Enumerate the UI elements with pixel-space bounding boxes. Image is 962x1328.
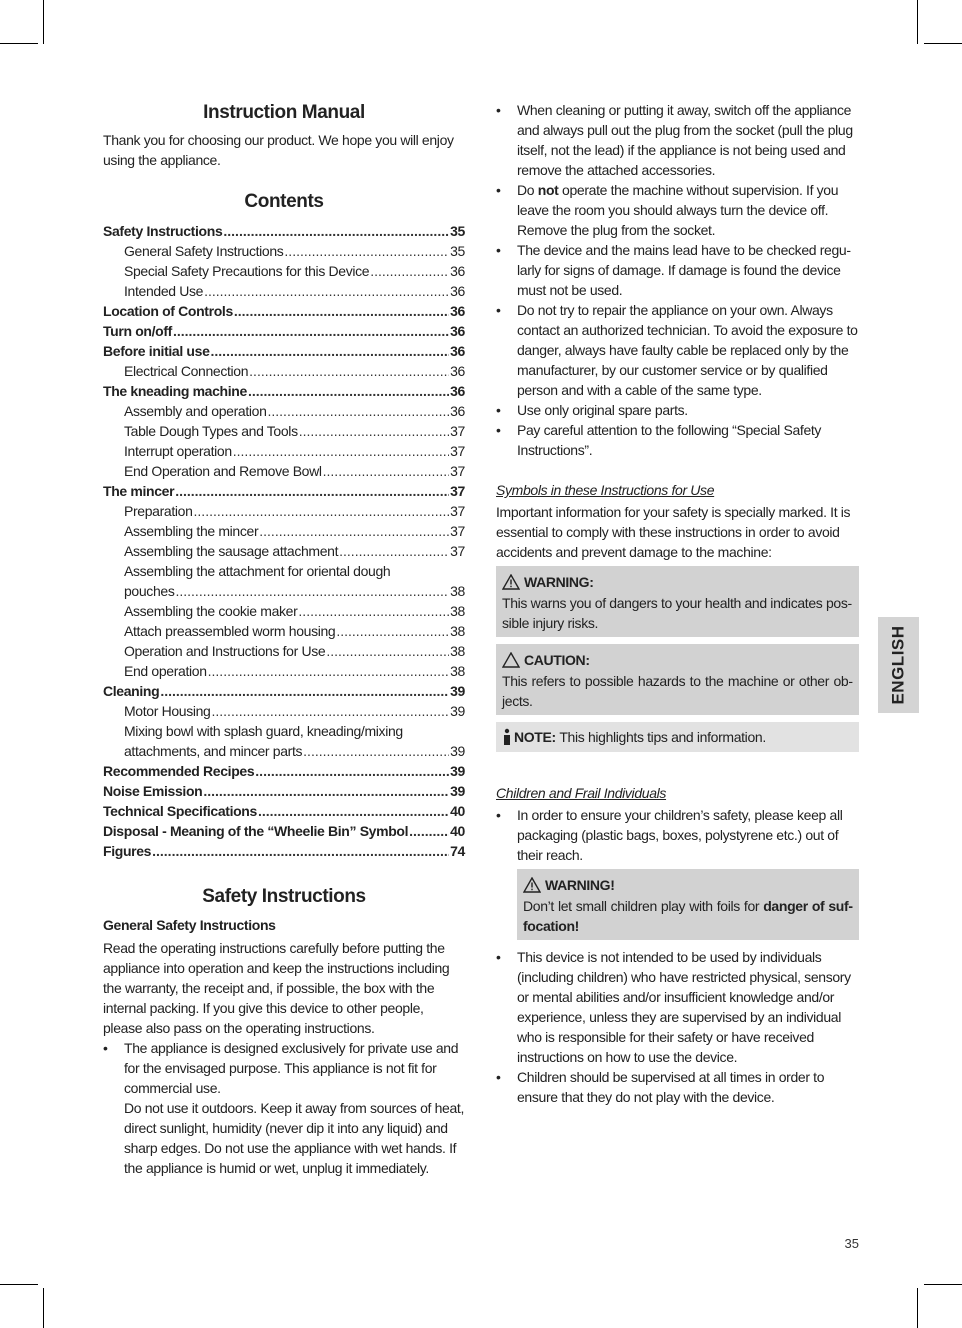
children-list bbox=[496, 805, 859, 865]
bullet-text: Do not use it outdoors. Keep it away from sources of heat, direct sunlight, humidity (never dip it into any liquid) and sharp edges. Do not use the appliance with wet hands. If the appliance is humid or wet, unplug it immediately. bbox=[124, 1100, 465, 1176]
contents-title: Contents bbox=[244, 191, 324, 212]
crop-mark bbox=[924, 1284, 962, 1285]
toc-leader-dots bbox=[173, 321, 449, 341]
toc-entry[interactable] bbox=[103, 741, 465, 761]
toc-entry-title: Figures bbox=[103, 843, 152, 859]
crop-mark bbox=[43, 1288, 44, 1328]
toc-entry-title: Attach preassembled worm housing bbox=[124, 623, 336, 639]
toc-page-number: 74 bbox=[450, 843, 465, 859]
toc-page-number: 39 bbox=[450, 683, 465, 699]
toc-leader-dots bbox=[208, 661, 449, 681]
toc-entry-title: Assembling the cookie maker bbox=[124, 603, 298, 619]
toc-leader-dots bbox=[160, 681, 449, 701]
list-item: • When cleaning or putting it away, switch off the appliance and always pull out the plug from the socket (pull the plug itself, not the lead) if the appliance is not being used and remove the attached accessories. bbox=[496, 100, 859, 180]
left-bullet-list bbox=[103, 1038, 465, 1178]
right-column bbox=[496, 100, 859, 1107]
language-tab-label: ENGLISH bbox=[888, 625, 908, 705]
toc-entry-title: Assembly and operation bbox=[124, 403, 267, 419]
toc-entry-title: Disposal - Meaning of the “Wheelie Bin” Symbol bbox=[103, 823, 409, 839]
toc-entry[interactable] bbox=[103, 821, 465, 841]
toc-entry-title: Motor Housing bbox=[124, 703, 211, 719]
toc-entry[interactable] bbox=[103, 461, 465, 481]
toc-page-number: 36 bbox=[450, 263, 465, 279]
toc-entry[interactable] bbox=[103, 601, 465, 621]
note-text: This highlights tips and information. bbox=[559, 729, 766, 745]
toc-page-number: 36 bbox=[450, 283, 465, 299]
toc-entry[interactable] bbox=[103, 221, 465, 241]
toc-leader-dots bbox=[248, 381, 449, 401]
toc-page-number: 39 bbox=[450, 763, 465, 779]
toc-entry-title: Turn on/off bbox=[103, 323, 172, 339]
list-item: • Pay careful attention to the following “Special Safety Instructions”. bbox=[496, 420, 859, 460]
toc-entry[interactable] bbox=[103, 421, 465, 441]
toc-entry[interactable] bbox=[103, 781, 465, 801]
toc-entry[interactable] bbox=[103, 501, 465, 521]
note-box bbox=[496, 722, 859, 755]
toc-entry[interactable] bbox=[103, 801, 465, 821]
toc-entry-title: Electrical Connection bbox=[124, 363, 249, 379]
toc-leader-dots bbox=[203, 781, 449, 801]
warning-label: WARNING: bbox=[524, 574, 594, 590]
toc-entry[interactable] bbox=[103, 681, 465, 701]
children-warning-label: WARNING! bbox=[545, 877, 615, 893]
toc-entry[interactable] bbox=[103, 661, 465, 681]
toc-entry[interactable] bbox=[103, 401, 465, 421]
toc-entry[interactable] bbox=[103, 441, 465, 461]
toc-entry-title: attachments, and mincer parts bbox=[124, 743, 303, 759]
toc-entry-title: Recommended Recipes bbox=[103, 763, 255, 779]
toc-entry-title: The kneading machine bbox=[103, 383, 247, 399]
toc-page-number: 36 bbox=[450, 383, 465, 399]
list-item: • The device and the mains lead have to be checked regularly for signs of damage. If damage is found the device must not be used. bbox=[496, 240, 859, 300]
toc-leader-dots bbox=[284, 241, 449, 261]
warning-triangle-icon bbox=[502, 574, 520, 590]
toc-page-number: 37 bbox=[450, 483, 465, 499]
list-item bbox=[103, 1038, 465, 1178]
toc-page-number: 36 bbox=[450, 323, 465, 339]
toc-leader-dots bbox=[175, 481, 449, 501]
list-item: • This device is not intended to be used by individuals (including children) who have restricted physical, sensory or mental abilities and/or insufficient knowledge and/or experience, unless they are supervised by an individual who is responsible for their safety or have received instructions on how to use the device. bbox=[496, 947, 859, 1067]
toc-entry-title: Technical Specifications bbox=[103, 803, 257, 819]
toc-page-number: 36 bbox=[450, 403, 465, 419]
note-label: NOTE: bbox=[514, 729, 556, 745]
toc-leader-dots bbox=[336, 621, 449, 641]
toc-leader-dots bbox=[233, 441, 449, 461]
crop-mark bbox=[917, 1288, 918, 1328]
toc-page-number: 39 bbox=[450, 783, 465, 799]
toc-page-number: 39 bbox=[450, 743, 465, 759]
caution-box bbox=[496, 644, 859, 718]
toc-page-number: 38 bbox=[450, 603, 465, 619]
toc-entry-title: Operation and Instructions for Use bbox=[124, 643, 326, 659]
warning-triangle-icon bbox=[523, 877, 541, 893]
toc-leader-dots bbox=[299, 421, 449, 441]
toc-entry[interactable] bbox=[103, 281, 465, 301]
toc-leader-dots bbox=[268, 401, 450, 421]
toc-leader-dots bbox=[409, 821, 449, 841]
toc-leader-dots bbox=[298, 601, 449, 621]
toc-page-number: 39 bbox=[450, 703, 465, 719]
toc-page-number: 37 bbox=[450, 543, 465, 559]
toc-entry[interactable] bbox=[103, 541, 465, 561]
toc-page-number: 40 bbox=[450, 803, 465, 819]
toc-page-number: 35 bbox=[450, 223, 465, 239]
crop-mark bbox=[0, 43, 38, 44]
toc-entry-title: Safety Instructions bbox=[103, 223, 223, 239]
toc-entry[interactable] bbox=[103, 341, 465, 361]
crop-mark bbox=[0, 1284, 38, 1285]
caution-triangle-icon bbox=[502, 652, 520, 668]
children-list-2 bbox=[496, 947, 859, 1107]
bullet-text: The appliance is designed exclusively for private use and for the envisaged purpose. This appliance is not fit for commercial use. bbox=[124, 1040, 459, 1096]
toc-page-number: 37 bbox=[450, 463, 465, 479]
toc-entry[interactable] bbox=[103, 321, 465, 341]
warning-box bbox=[496, 566, 859, 640]
toc-page-number: 38 bbox=[450, 663, 465, 679]
toc-page-number: 35 bbox=[450, 243, 465, 259]
page-title: Instruction Manual bbox=[203, 102, 365, 123]
right-bullet-list bbox=[496, 100, 859, 460]
caution-text: This refers to possible hazards to the machine or other objects. bbox=[502, 673, 853, 709]
table-of-contents bbox=[103, 221, 465, 861]
list-item: • Do not operate the machine without supervision. If you leave the room you should always turn the device off. Remove the plug from the socket. bbox=[496, 180, 859, 240]
intro-text: Thank you for choosing our product. We hope you will enjoy using the appliance. bbox=[103, 132, 454, 168]
toc-leader-dots bbox=[259, 521, 449, 541]
toc-entry[interactable] bbox=[103, 521, 465, 541]
toc-entry[interactable] bbox=[103, 581, 465, 601]
toc-entry-title: Noise Emission bbox=[103, 783, 203, 799]
toc-entry-title: End Operation and Remove Bowl bbox=[124, 463, 322, 479]
list-item: • Use only original spare parts. bbox=[496, 400, 859, 420]
list-item: • Do not try to repair the appliance on your own. Always contact an authorized technician. To avoid the exposure to danger, always have faulty cable be replaced only by the manufacturer, by our customer service or by qualified person and with a cable of the same type. bbox=[496, 300, 859, 400]
toc-leader-dots bbox=[211, 341, 450, 361]
toc-leader-dots bbox=[255, 761, 449, 781]
toc-entry-title: Assembling the sausage attachment bbox=[124, 543, 339, 559]
safety-title: Safety Instructions bbox=[202, 886, 366, 907]
toc-page-number: 36 bbox=[450, 363, 465, 379]
toc-entry[interactable] bbox=[103, 701, 465, 721]
toc-entry-title: pouches bbox=[124, 583, 175, 599]
toc-page-number: 37 bbox=[450, 523, 465, 539]
toc-leader-dots bbox=[175, 581, 449, 601]
crop-mark bbox=[924, 43, 962, 44]
toc-leader-dots bbox=[323, 461, 449, 481]
toc-page-number: 36 bbox=[450, 303, 465, 319]
toc-entry[interactable] bbox=[103, 481, 465, 501]
toc-page-number: 38 bbox=[450, 583, 465, 599]
toc-page-number: 40 bbox=[450, 823, 465, 839]
toc-entry[interactable] bbox=[103, 641, 465, 661]
toc-entry[interactable] bbox=[103, 381, 465, 401]
toc-leader-dots bbox=[303, 741, 449, 761]
toc-entry[interactable] bbox=[103, 841, 465, 861]
toc-page-number: 37 bbox=[450, 503, 465, 519]
toc-entry-title: Table Dough Types and Tools bbox=[124, 423, 298, 439]
caution-label: CAUTION: bbox=[524, 652, 590, 668]
page-number: 35 bbox=[844, 1236, 859, 1251]
children-warning-box bbox=[517, 869, 859, 943]
general-safety-title: General Safety Instructions bbox=[103, 917, 276, 933]
toc-page-number: 36 bbox=[450, 343, 465, 359]
toc-entry-title: The mincer bbox=[103, 483, 175, 499]
toc-entry-title: General Safety Instructions bbox=[124, 243, 284, 259]
toc-page-number: 38 bbox=[450, 643, 465, 659]
toc-entry-title: Intended Use bbox=[124, 283, 204, 299]
toc-entry-title: Before initial use bbox=[103, 343, 210, 359]
symbols-title: Symbols in these Instructions for Use bbox=[496, 482, 715, 498]
toc-leader-dots bbox=[258, 801, 449, 821]
toc-entry-wrap: Assembling the attachment for oriental dough bbox=[124, 563, 391, 579]
info-icon bbox=[502, 728, 512, 746]
list-item: • In order to ensure your children’s safety, please keep all packaging (plastic bags, boxes, polystyrene etc.) out of their reach. bbox=[496, 805, 859, 865]
toc-leader-dots bbox=[152, 841, 449, 861]
toc-entry[interactable] bbox=[103, 361, 465, 381]
toc-entry-title: Preparation bbox=[124, 503, 193, 519]
toc-entry-title: Location of Controls bbox=[103, 303, 233, 319]
toc-leader-dots bbox=[234, 301, 449, 321]
toc-leader-dots bbox=[194, 501, 450, 521]
toc-leader-dots bbox=[326, 641, 449, 661]
children-title: Children and Frail Individuals bbox=[496, 785, 667, 801]
toc-entry-title: Interrupt operation bbox=[124, 443, 232, 459]
toc-leader-dots bbox=[212, 701, 450, 721]
children-warning-text: Don’t let small children play with foils for danger of suffocation! bbox=[523, 898, 853, 934]
toc-page-number: 38 bbox=[450, 623, 465, 639]
language-tab bbox=[878, 617, 919, 713]
toc-entry-title: Special Safety Precautions for this Device bbox=[124, 263, 370, 279]
symbols-text: Important information for your safety is specially marked. It is essential to comply with these instructions in order to avoid accidents and prevent damage to the machine: bbox=[496, 504, 851, 560]
left-column bbox=[103, 100, 465, 1178]
toc-entry[interactable] bbox=[103, 241, 465, 261]
general-safety-text: Read the operating instructions carefully before putting the appliance into operation and keep the instructions including the warranty, the receipt and, if possible, the box with the internal packing. If you give this device to other people, please also pass on the operating instructions. bbox=[103, 940, 450, 1036]
toc-entry-title: End operation bbox=[124, 663, 207, 679]
toc-entry[interactable] bbox=[103, 261, 465, 281]
toc-entry[interactable] bbox=[103, 621, 465, 641]
toc-entry[interactable] bbox=[103, 761, 465, 781]
toc-page-number: 37 bbox=[450, 423, 465, 439]
toc-page-number: 37 bbox=[450, 443, 465, 459]
toc-leader-dots bbox=[204, 281, 449, 301]
warning-text: This warns you of dangers to your health and indicates possible injury risks. bbox=[502, 595, 853, 631]
toc-entry-title: Cleaning bbox=[103, 683, 160, 699]
crop-mark bbox=[917, 0, 918, 44]
toc-entry-title: Assembling the mincer bbox=[124, 523, 259, 539]
toc-leader-dots bbox=[370, 261, 449, 281]
toc-entry-wrap: Mixing bowl with splash guard, kneading/mixing bbox=[124, 723, 403, 739]
toc-leader-dots bbox=[339, 541, 449, 561]
toc-entry[interactable] bbox=[103, 301, 465, 321]
toc-leader-dots bbox=[249, 361, 449, 381]
list-item: • Children should be supervised at all times in order to ensure that they do not play with the device. bbox=[496, 1067, 859, 1107]
crop-mark bbox=[43, 0, 44, 44]
toc-leader-dots bbox=[223, 221, 449, 241]
